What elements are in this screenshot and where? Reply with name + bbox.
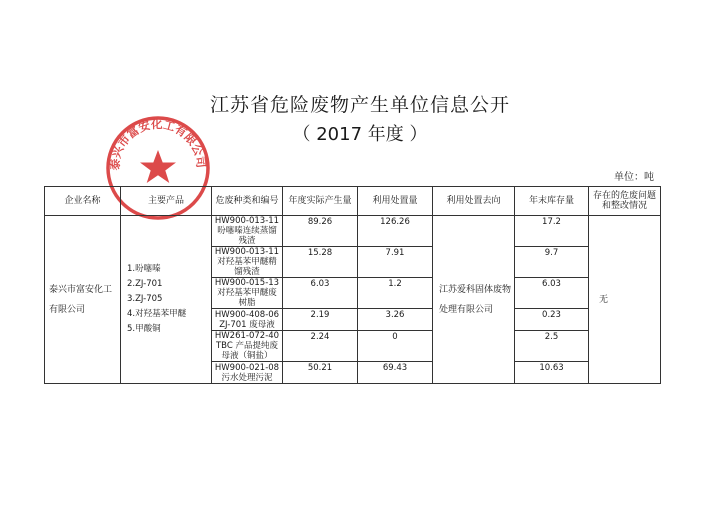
produced-cell: 2.24	[283, 331, 358, 362]
utilized-cell: 0	[358, 331, 433, 362]
stock-cell: 2.5	[515, 331, 589, 362]
product-item: 5.甲酸铜	[127, 324, 161, 334]
header-products: 主要产品	[121, 187, 212, 216]
product-item: 2.ZJ-701	[127, 279, 163, 289]
waste-desc: TBC 产品提纯废	[215, 341, 278, 351]
issues-cell: 无	[589, 216, 661, 384]
header-stock: 年末库存量	[515, 187, 589, 216]
waste-code: HW900-408-06	[214, 309, 280, 320]
stock-cell: 6.03	[515, 278, 589, 309]
stock-cell: 17.2	[515, 216, 589, 247]
produced-cell: 2.19	[283, 309, 358, 331]
product-item: 3.ZJ-705	[127, 294, 163, 304]
utilized-cell: 3.26	[358, 309, 433, 331]
product-item: 1.吩噻嗪	[127, 264, 161, 274]
header-produced: 年度实际产生量	[283, 187, 358, 216]
utilized-cell: 126.26	[358, 216, 433, 247]
header-issues: 存在的危废问题和整改情况	[589, 187, 661, 216]
waste-code: HW900-013-11	[214, 247, 280, 257]
waste-code: HW261-072-40	[214, 331, 280, 341]
table-row	[45, 216, 661, 247]
destination-cell: 江苏爱科固体废物处理有限公司	[433, 216, 515, 384]
waste-desc: 母液（铜盐）	[221, 351, 273, 361]
waste-desc: 树脂	[238, 298, 256, 308]
utilized-cell: 69.43	[358, 362, 433, 384]
table-header-row	[45, 187, 661, 216]
waste-desc: 馏残渣	[234, 267, 260, 277]
header-utilized: 利用处置量	[358, 187, 433, 216]
waste-desc: 污水处理污泥	[221, 372, 273, 383]
stock-cell: 10.63	[515, 362, 589, 384]
header-company: 企业名称	[45, 187, 121, 216]
produced-cell: 6.03	[283, 278, 358, 309]
waste-info-table	[44, 186, 661, 384]
waste-code: HW900-013-11	[214, 216, 280, 226]
header-destination: 利用处置去向	[433, 187, 515, 216]
waste-cell	[212, 216, 283, 247]
waste-cell	[212, 362, 283, 384]
waste-cell	[212, 278, 283, 309]
stock-cell: 9.7	[515, 247, 589, 278]
produced-cell: 50.21	[283, 362, 358, 384]
unit-label: 单位：吨	[614, 172, 654, 183]
utilized-cell: 1.2	[358, 278, 433, 309]
waste-desc: 对羟基苯甲醚废	[217, 288, 277, 298]
page-subtitle: （ 2017 年度 ）	[292, 124, 428, 145]
utilized-cell: 7.91	[358, 247, 433, 278]
waste-code: HW900-015-13	[214, 278, 280, 288]
waste-desc: 吩噻嗪连续蒸馏	[217, 226, 277, 236]
waste-desc: 对羟基苯甲醚精	[217, 257, 277, 267]
waste-code: HW900-021-08	[214, 362, 280, 373]
waste-cell	[212, 309, 283, 331]
product-item: 4.对羟基苯甲醚	[127, 309, 187, 319]
produced-cell: 15.28	[283, 247, 358, 278]
company-name-cell: 泰兴市富安化工有限公司	[45, 216, 121, 384]
seal-star-icon	[140, 150, 176, 183]
header-waste: 危废种类和编号	[212, 187, 283, 216]
produced-cell: 89.26	[283, 216, 358, 247]
waste-desc: ZJ-701 废母液	[219, 319, 275, 330]
waste-desc: 残渣	[238, 236, 256, 246]
waste-cell	[212, 247, 283, 278]
products-cell	[121, 216, 212, 384]
page-title: 江苏省危险废物产生单位信息公开	[209, 94, 510, 116]
stock-cell: 0.23	[515, 309, 589, 331]
waste-cell	[212, 331, 283, 362]
svg-text:泰兴市富安化工有限公司: 泰兴市富安化工有限公司	[107, 117, 209, 171]
